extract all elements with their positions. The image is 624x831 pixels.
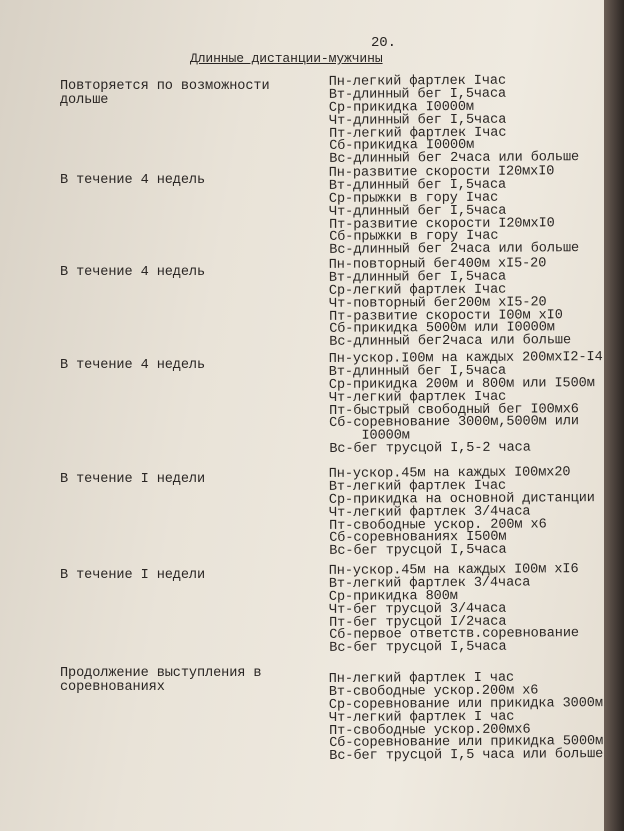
- section-label: [60, 667, 261, 694]
- schedule-line: Ср-соревнование или прикидка 3000м: [328, 695, 603, 713]
- schedule-line: Чт-длинный бег I,5часа: [328, 203, 507, 220]
- schedule-line: Вт-длинный бег I,5часа: [328, 86, 507, 103]
- schedule-line: Сб-прикидка I0000м: [329, 138, 475, 155]
- label-line: Повторяется по возможности: [60, 79, 270, 94]
- page-title: Длинные дистанции-мужчины: [190, 51, 383, 66]
- schedule-line: Ср-прикидка 800м: [328, 588, 458, 605]
- schedule-line: Вс-бег трусцой I,5-2 часа: [329, 440, 531, 458]
- desk-background: [604, 0, 624, 831]
- schedule-line: Пн-легкий фартлек Iчас: [328, 73, 507, 90]
- schedule-line: Пт-легкий фартлек Iчас: [329, 125, 507, 142]
- schedule-line: Ср-прикидка I0000м: [328, 99, 475, 116]
- schedule-line: Пт-развитие скорости I00м хI0: [329, 307, 563, 325]
- schedule-line: Вт-длинный бег I,5часа: [328, 177, 507, 194]
- schedule-line: Вс-длинный бег 2часа или больше: [329, 241, 580, 259]
- schedule-line: Вс-бег трусцой I,5 часа или больше: [329, 747, 604, 765]
- schedule-line: Чт-легкий фартлек 3/4часа: [328, 504, 531, 521]
- section-label: [60, 266, 205, 280]
- schedule-block: [329, 671, 604, 763]
- schedule-line: Вт-легкий фартлек Iчас: [328, 478, 507, 495]
- label-line: В течение I недели: [60, 568, 206, 583]
- schedule-line: Пт-свободные ускор.200мх6: [329, 722, 531, 739]
- schedule-line: Вт-легкий фартлек 3/4часа: [328, 575, 531, 592]
- schedule-block: [329, 563, 579, 655]
- schedule-line: Ср-прикидка 200м и 800м или I500м: [328, 375, 595, 393]
- schedule-line: Ср-легкий фартлек Iчас: [328, 282, 507, 299]
- page-number: 20.: [371, 35, 396, 51]
- section-label: [60, 473, 205, 487]
- schedule-line: Сб-прыжки в гору Iчас: [329, 229, 499, 246]
- schedule-line: Пт-бег трусцой I/2часа: [329, 614, 507, 631]
- schedule-line: Пт-развитие скорости I20мхI0: [329, 215, 555, 233]
- label-line: В течение I недели: [60, 472, 206, 487]
- schedule-line: Ср-прыжки в гору Iчас: [328, 190, 499, 207]
- label-line: В течение 4 недель: [60, 358, 206, 373]
- schedule-line: Сб-первое ответств.соревнование: [329, 626, 580, 644]
- schedule-line: Ср-прикидка на основной дистанции: [328, 490, 595, 508]
- schedule-line: Пн-повторный бег400м хI5-20: [328, 256, 547, 273]
- schedule-line: Сб-соревнование 3000м,5000м или: [329, 414, 579, 432]
- schedule-block: [329, 351, 604, 456]
- schedule-line: Пн-ускор.I00м на каждых 200мхI2-I4: [328, 350, 603, 367]
- schedule-line: Сб-прикидка 5000м или I0000м: [329, 320, 555, 338]
- schedule-line: Чт-легкий фартлек Iчас: [328, 389, 507, 406]
- schedule-line: Вс-длинный бег2часа или больше: [329, 333, 572, 351]
- schedule-line: Вт-длинный бег I,5часа: [328, 363, 507, 380]
- schedule-line: Чт-бег трусцой 3/4часа: [328, 601, 507, 618]
- schedule-line: Пт-свободные ускор. 200м х6: [329, 516, 547, 534]
- label-line: Продолжение выступления в: [60, 666, 262, 681]
- schedule-line: Вс-длинный бег 2часа или больше: [329, 150, 580, 168]
- schedule-line: Чт-повторный бег200м хI5-20: [328, 294, 547, 312]
- section-label: [60, 174, 205, 188]
- section-label: [60, 80, 270, 107]
- schedule-line: Вт-свободные ускор.200м х6: [328, 683, 539, 700]
- schedule-line: Пт-быстрый свободный бег I00мх6: [328, 401, 579, 419]
- schedule-line: Чт-длинный бег I,5часа: [328, 112, 507, 129]
- schedule-line: Вс-бег трусцой I,5часа: [329, 543, 507, 560]
- schedule-line: Пн-легкий фартлек I час: [328, 670, 515, 687]
- schedule-block: [329, 74, 579, 166]
- label-line: В течение 4 недель: [60, 173, 206, 188]
- section-label: [60, 569, 205, 583]
- schedule-line: Сб-соревнование или прикидка 5000м: [329, 734, 604, 752]
- schedule-line: Чт-легкий фартлек I час: [328, 709, 515, 726]
- schedule-line: Вт-длинный бег I,5часа: [328, 269, 507, 286]
- label-line: дольше: [60, 92, 109, 108]
- schedule-line: I0000м: [329, 428, 410, 445]
- schedule-line: Пн-ускор.45м на каждых I00мх20: [328, 465, 571, 482]
- schedule-line: Пн-ускор.45м на каждых I00м хI6: [328, 562, 579, 579]
- schedule-line: Пн-развитие скорости I20мхI0: [328, 164, 555, 181]
- schedule-line: Вс-бег трусцой I,5часа: [329, 639, 507, 657]
- schedule-block: [329, 257, 571, 349]
- schedule-line: Сб-соревнованиях I500м: [329, 530, 507, 547]
- section-label: [60, 359, 205, 373]
- schedule-block: [329, 165, 579, 257]
- label-line: В течение 4 недель: [60, 265, 206, 280]
- label-line: соревнованиях: [60, 679, 165, 695]
- schedule-block: [329, 466, 596, 558]
